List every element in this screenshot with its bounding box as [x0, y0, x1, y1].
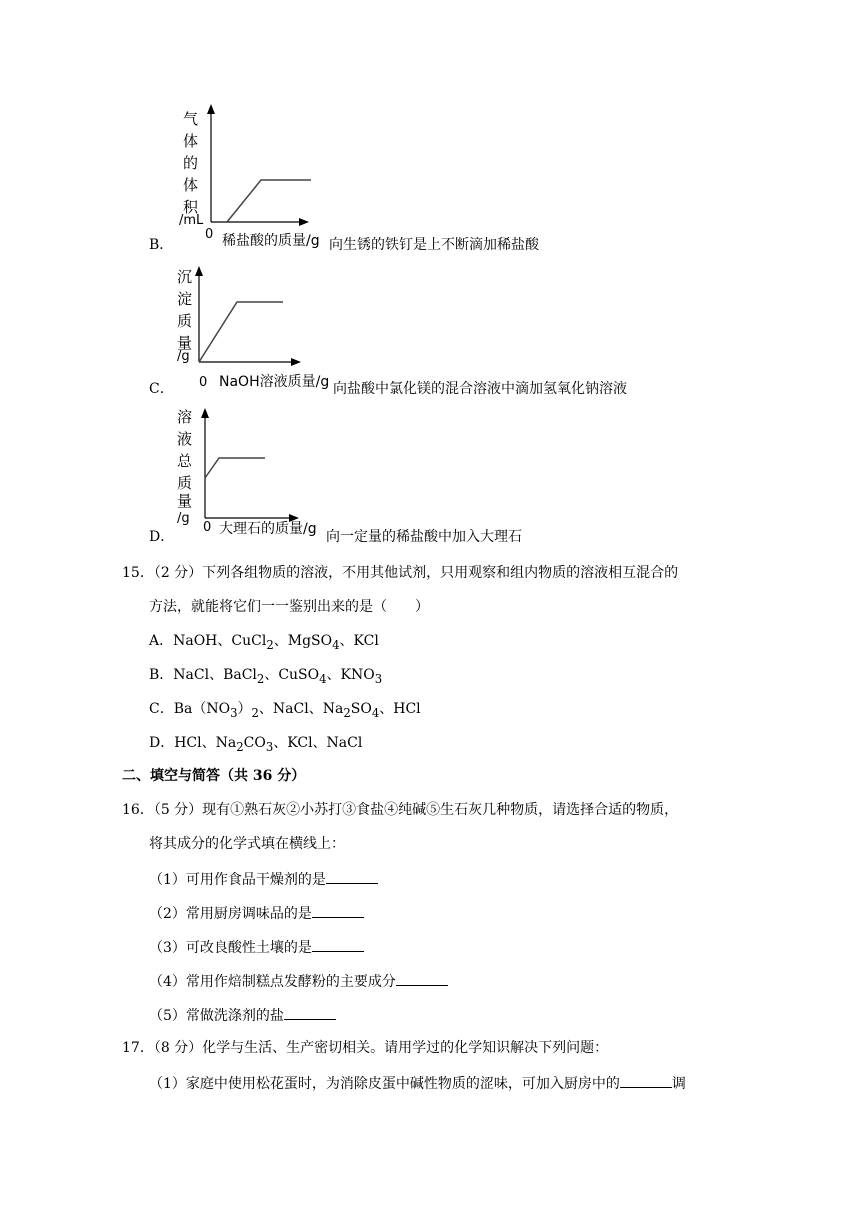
graph-c-y-arrow	[195, 266, 203, 276]
graph-d	[175, 404, 335, 534]
q16-stem-line2: 将其成分的化学式填在横线上：	[149, 836, 345, 852]
graph-b-origin: 0	[205, 227, 214, 242]
graph-d-ylabel	[177, 408, 193, 526]
q15-option-b: B．NaCl、BaCl$_2$、CuSO$_4$、$KNO_3$	[149, 667, 383, 686]
graph-d-ylabel-char: 量	[177, 492, 193, 510]
graph-c-origin: 0	[199, 375, 208, 390]
answer-blank[interactable]	[326, 869, 378, 884]
section-heading: 二、填空与简答（共 36 分）	[122, 768, 306, 784]
answer-blank[interactable]	[396, 971, 448, 986]
graph-d-origin: 0	[203, 520, 212, 534]
graph-b-curve	[227, 180, 311, 222]
graph-b-ylabel-char: 体	[183, 176, 199, 194]
q15-stem-line2: 方法，就能将它们一一鉴别出来的是（ ）	[149, 599, 429, 615]
graph-d-xlabel: 大理石的质量/g	[219, 521, 317, 537]
graph-d-curve	[205, 458, 265, 478]
graph-d-yunit: /g	[177, 511, 190, 526]
option-desc: 向一定量的稀盐酸中加入大理石	[326, 529, 522, 545]
graph-b-y-arrow	[207, 104, 215, 114]
q16-item: （3）可改良酸性土壤的是	[149, 937, 364, 957]
graph-d-ylabel-char: 总	[177, 452, 193, 470]
graph-b-yunit: /mL	[179, 213, 204, 228]
graph-c-ylabel-char: 质	[177, 312, 193, 330]
graph-b-ylabel-char: 的	[183, 154, 199, 172]
answer-blank[interactable]	[284, 1005, 336, 1020]
graph-c-ylabel-char: 沉	[177, 268, 193, 286]
graph-c-xlabel: NaOH溶液质量/g	[219, 374, 330, 390]
q15-option-c: C．$Ba(NO_3)_2$、NaCl、$Na_2SO_4$、HCl	[149, 701, 421, 720]
option-letter: D．	[149, 529, 175, 545]
graph-c-ylabel-char: 淀	[177, 290, 193, 308]
graph-b-ylabel-char: 积	[183, 198, 199, 216]
q15-option-d: D．HCl、$Na_2CO_3$、KCl、NaCl	[149, 735, 363, 754]
graph-c-ylabel	[177, 268, 192, 364]
graph-b	[175, 100, 335, 250]
answer-blank[interactable]	[620, 1073, 672, 1088]
q16-item: （1）可用作食品干燥剂的是	[149, 869, 378, 889]
q16-item: （5）常做洗涤剂的盐	[149, 1005, 336, 1025]
graph-b-ylabel-char: 气	[183, 110, 199, 128]
graph-c-x-arrow	[291, 358, 301, 366]
q17-stem: 17．（8 分）化学与生活、生产密切相关。请用学过的化学知识解决下列问题：	[122, 1040, 609, 1056]
graph-b-x-arrow	[299, 218, 309, 226]
graph-d-y-arrow	[201, 408, 209, 418]
q15-option-a: A．NaOH、CuCl$_2$、MgSO$_4$、KCl	[149, 633, 379, 652]
graph-d-ylabel-char: 质	[177, 474, 193, 492]
graph-d-ylabel-char: 溶	[177, 408, 193, 426]
answer-blank[interactable]	[312, 937, 364, 952]
option-letter: C．	[149, 381, 174, 397]
option-letter: B．	[149, 237, 174, 253]
graph-c-yunit: /g	[177, 349, 190, 364]
q16-item: （2）常用厨房调味品的是	[149, 903, 364, 923]
q17-item: （1）家庭中使用松花蛋时，为消除皮蛋中碱性物质的涩味，可加入厨房中的 调	[149, 1073, 686, 1093]
graph-b-ylabel	[179, 110, 204, 228]
option-desc: 向盐酸中氯化镁的混合溶液中滴加氢氧化钠溶液	[333, 381, 627, 397]
option-desc: 向生锈的铁钉是上不断滴加稀盐酸	[329, 237, 539, 253]
q16-item: （4）常用作焙制糕点发酵粉的主要成分	[149, 971, 448, 991]
graph-d-ylabel-char: 液	[177, 430, 193, 448]
answer-blank[interactable]	[312, 903, 364, 918]
q15-stem-line1: 15．（2 分）下列各组物质的溶液，不用其他试剂，只用观察和组内物质的溶液相互混合的	[122, 565, 679, 581]
graph-c-ylabel-char: 量	[177, 334, 193, 352]
graph-b-xlabel: 稀盐酸的质量/g	[222, 233, 320, 249]
graph-c-curve	[199, 302, 283, 362]
graph-b-ylabel-char: 体	[183, 132, 199, 150]
q16-stem-line1: 16．（5 分）现有①熟石灰②小苏打③食盐④纯碱⑤生石灰几种物质，请选择合适的物质，	[122, 802, 679, 818]
